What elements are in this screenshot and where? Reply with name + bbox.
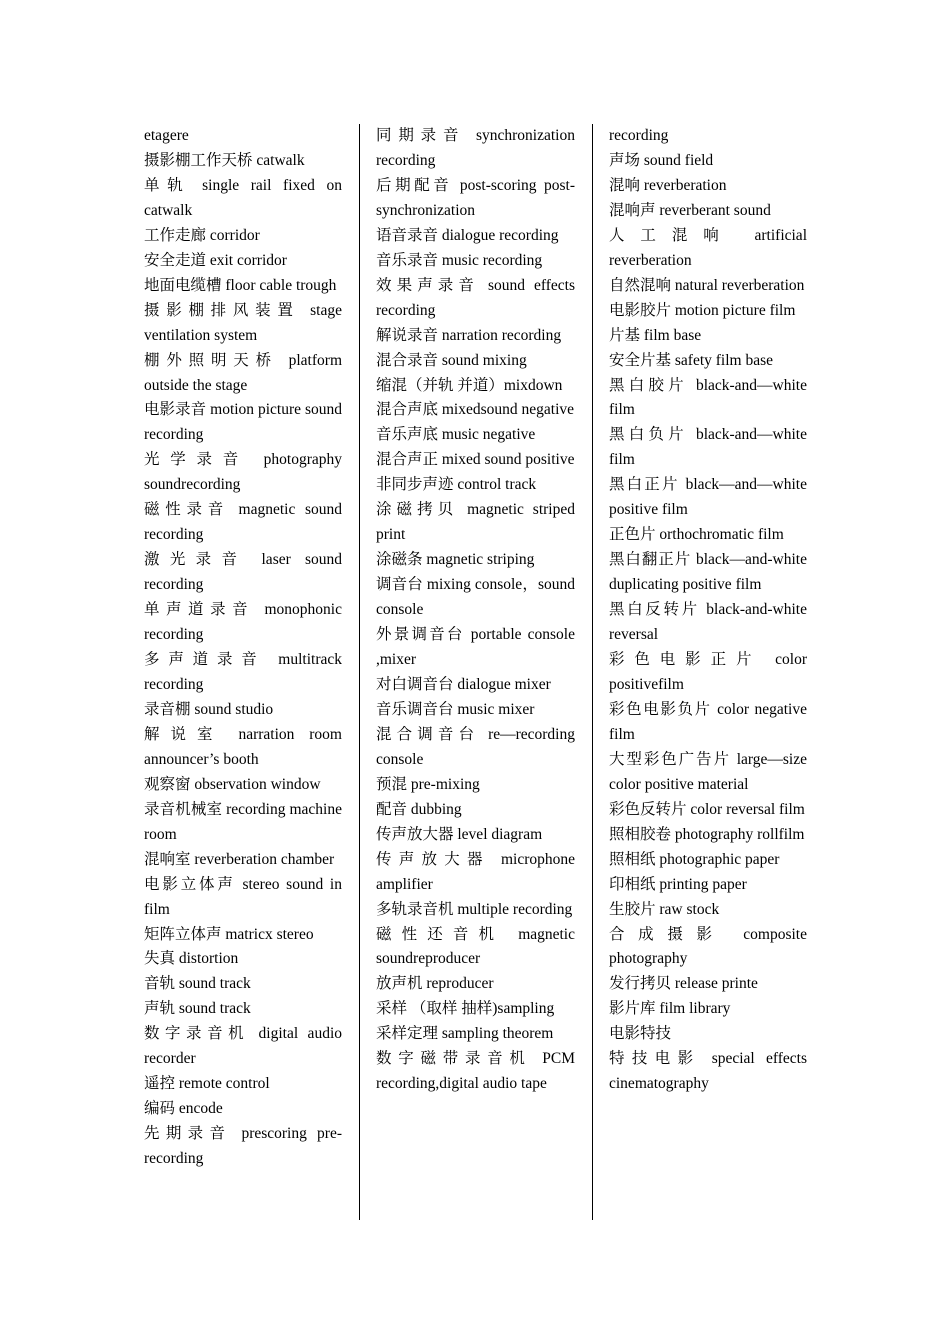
glossary-entry: 彩色反转片 color reversal film [609, 800, 805, 818]
glossary-entry: 混响声 reverberant sound [609, 201, 771, 219]
glossary-entry: 特技电影 special effects cinematography [609, 1050, 807, 1093]
glossary-entry: 传声放大器 level diagram [376, 825, 543, 843]
glossary-entry: 对白调音台 dialogue mixer [376, 675, 551, 693]
glossary-entry: 混合声正 mixed sound positive [376, 451, 575, 469]
glossary-entry: 单轨 single rail fixed on catwalk [144, 176, 342, 219]
glossary-entry: 自然混响 natural reverberation [609, 276, 805, 294]
glossary-entry: 影片库 film library [609, 1000, 731, 1018]
glossary-entry: 照相胶卷 photography rollfilm [609, 825, 805, 843]
glossary-entry: 数字磁带录音机 PCM recording,digital audio tape [376, 1050, 575, 1093]
glossary-entry: 解说录音 narration recording [376, 326, 562, 344]
glossary-entry: 磁性录音 magnetic sound recording [144, 501, 342, 544]
glossary-entry: 彩色电影正片 color positivefilm [609, 651, 807, 693]
glossary-column-3 [609, 124, 807, 1097]
glossary-entry: 录音棚 sound studio [144, 700, 274, 718]
glossary-entry: 传声放大器 microphone amplifier [376, 850, 575, 893]
glossary-entry: 混合声底 mixedsound negative [376, 401, 575, 419]
glossary-entry: etagere [144, 127, 189, 144]
glossary-entry: 棚外照明天桥 platform outside the stage [144, 351, 342, 394]
glossary-entry: 混合调音台 re—recording console [376, 725, 575, 768]
glossary-entry: 照相纸 photographic paper [609, 850, 780, 868]
glossary-entry: 发行拷贝 release printe [609, 975, 758, 993]
glossary-entry: 磁性还音机 magnetic soundreproducer [376, 925, 575, 968]
column-divider [359, 124, 360, 1220]
glossary-entry: 采样 （取样 抽样)sampling [376, 1000, 555, 1018]
glossary-entry: 配音 dubbing [376, 800, 462, 818]
glossary-entry: 混响室 reverberation chamber [144, 850, 335, 868]
glossary-entry: 语音录音 dialogue recording [376, 226, 559, 244]
glossary-entry: 声轨 sound track [144, 1000, 251, 1018]
glossary-entry: 黑白正片 black—and—white positive film [609, 476, 807, 519]
glossary-entry: 音乐调音台 music mixer [376, 700, 535, 718]
glossary-entry: 印相纸 printing paper [609, 875, 747, 893]
glossary-entry: 先期录音 prescoring pre-recording [144, 1125, 342, 1168]
glossary-entry: 录音机械室 recording machine room [144, 800, 342, 843]
glossary-entry: 编码 encode [144, 1100, 223, 1118]
glossary-entry: 音乐录音 music recording [376, 251, 543, 269]
glossary-entry: 混合录音 sound mixing [376, 351, 527, 369]
glossary-entry: 黑白负片 black-and—white film [609, 426, 807, 469]
glossary-entry: 正色片 orthochromatic film [609, 526, 784, 544]
glossary-column-2 [376, 124, 575, 1097]
glossary-entry: 观察窗 observation window [144, 775, 321, 793]
glossary-entry: 多声道录音 multitrack recording [144, 651, 342, 693]
glossary-entry: 彩色电影负片 color negative film [609, 700, 807, 743]
glossary-entry: 单声道录音 monophonic recording [144, 601, 342, 644]
glossary-entry: 合成摄影 composite photography [609, 925, 807, 968]
glossary-entry: 数字录音机 digital audio recorder [144, 1025, 342, 1068]
glossary-entry: 生胶片 raw stock [609, 900, 720, 918]
glossary-entry: 地面电缆槽 floor cable trough [144, 276, 337, 294]
glossary-entry: 安全片基 safety film base [609, 351, 774, 369]
glossary-entry: 安全走道 exit corridor [144, 251, 287, 269]
glossary-entry: 矩阵立体声 matricx stereo [144, 925, 314, 943]
glossary-entry: 光学录音 photography soundrecording [144, 451, 342, 494]
glossary-entry: 解说室 narration room announcer’s booth [144, 725, 342, 768]
glossary-entry: 多轨录音机 multiple recording [376, 900, 573, 918]
glossary-entry: 电影特技 [609, 1025, 672, 1043]
glossary-column-1 [144, 124, 342, 1172]
glossary-entry: 音轨 sound track [144, 975, 251, 993]
glossary-entry: 失真 distortion [144, 950, 239, 968]
glossary-entry: 同期录音 synchronization recording [376, 127, 575, 169]
glossary-entry: 混响 reverberation [609, 176, 727, 194]
column-divider [592, 124, 593, 1220]
glossary-entry: 遥控 remote control [144, 1075, 270, 1093]
glossary-entry: 外景调音台 portable console ,mixer [376, 626, 575, 669]
glossary-entry: 电影胶片 motion picture film [609, 301, 796, 319]
glossary-entry: 放声机 reproducer [376, 975, 494, 993]
glossary-entry: 人工混响 artificial reverberation [609, 226, 807, 269]
glossary-entry: 采样定理 sampling theorem [376, 1025, 554, 1043]
glossary-entry: 音乐声底 music negative [376, 426, 536, 444]
glossary-entry: 缩混（并轨 并道）mixdown [376, 376, 563, 394]
glossary-entry: 电影录音 motion picture sound recording [144, 401, 342, 444]
glossary-entry: 后期配音 post-scoring post-synchronization [376, 176, 575, 219]
glossary-entry: 调音台 mixing console，sound console [376, 576, 575, 619]
glossary-entry: 摄影棚工作天桥 catwalk [144, 151, 305, 169]
glossary-entry: 声场 sound field [609, 151, 714, 169]
glossary-entry: 涂磁条 magnetic striping [376, 551, 535, 569]
glossary-entry: 电影立体声 stereo sound in film [144, 875, 342, 918]
glossary-entry: 摄影棚排风装置 stage ventilation system [144, 301, 342, 344]
glossary-entry: 大型彩色广告片 large—size color positive material [609, 750, 807, 793]
glossary-entry: 工作走廊 corridor [144, 226, 260, 244]
glossary-entry: 激光录音 laser sound recording [144, 551, 342, 594]
glossary-entry: 非同步声迹 control track [376, 476, 537, 494]
glossary-entry: 涂磁拷贝 magnetic striped print [376, 501, 575, 544]
glossary-entry: 片基 film base [609, 326, 702, 344]
glossary-entry: 黑白胶片 black-and—white film [609, 376, 807, 419]
glossary-entry: 效果声录音 sound effects recording [376, 276, 575, 319]
glossary-entry: 预混 pre-mixing [376, 775, 480, 793]
glossary-entry: recording [609, 127, 669, 144]
glossary-entry: 黑白反转片 black-and-white reversal [609, 601, 807, 644]
glossary-entry: 黑白翻正片 black—and-white duplicating positive film [609, 551, 807, 594]
